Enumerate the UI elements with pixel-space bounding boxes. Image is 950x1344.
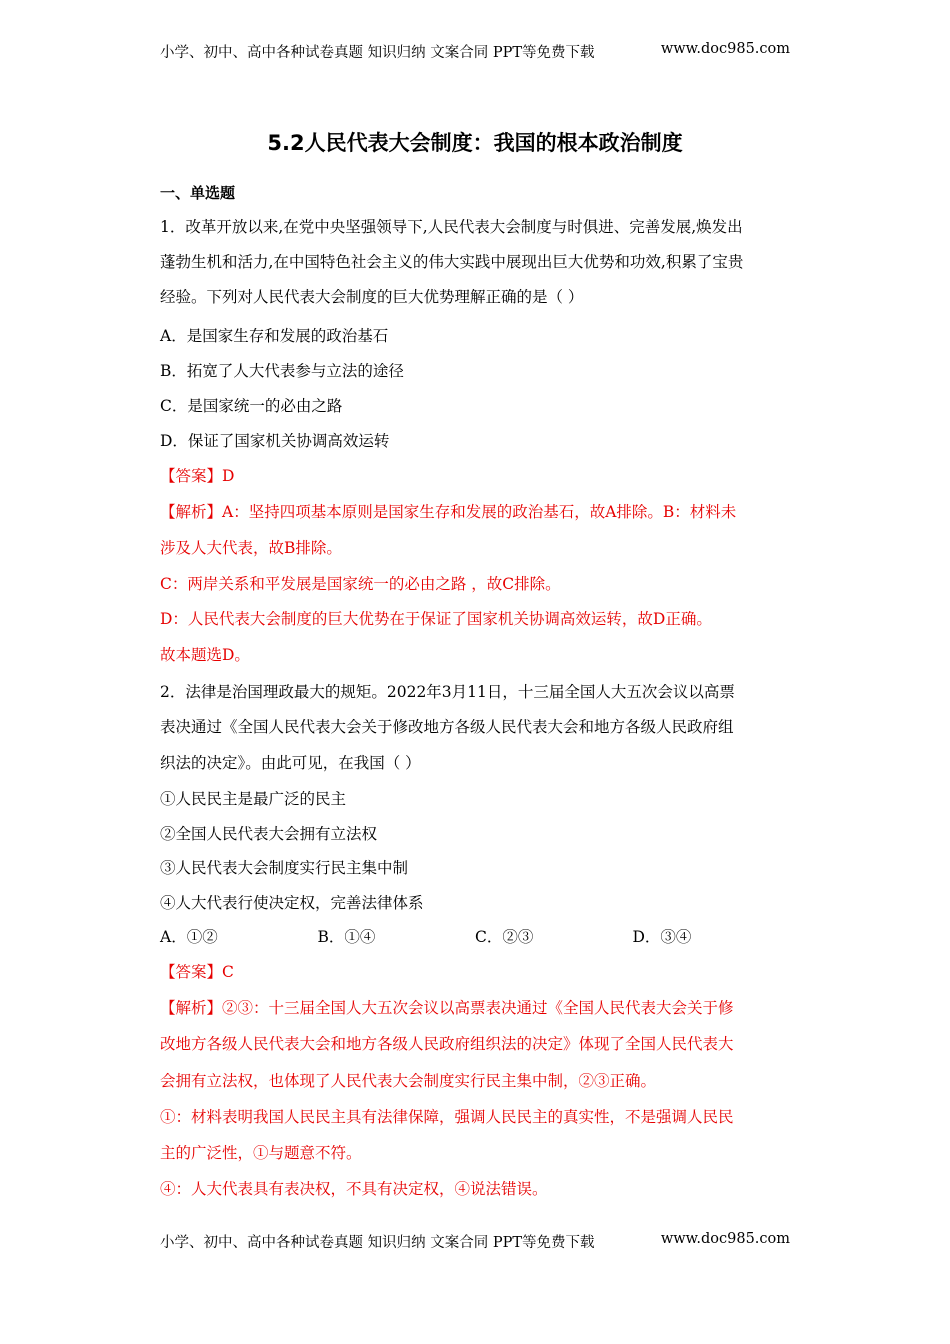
q1-analysis-line: D：人民代表大会制度的巨大优势在于保证了国家机关协调高效运转，故D正确。 — [160, 610, 712, 628]
q2-item-3: ③人民代表大会制度实行民主集中制 — [160, 859, 409, 877]
q2-analysis-line: ①：材料表明我国人民民主具有法律保障，强调人民民主的真实性，不是强调人民民 — [160, 1108, 734, 1126]
q1-analysis-line: C：两岸关系和平发展是国家统一的必由之路 ，故C排除。 — [160, 575, 561, 593]
q2-analysis-line: 改地方各级人民代表大会和地方各级人民政府组织法的决定》体现了全国人民代表大 — [160, 1035, 734, 1053]
q1-stem-line: 蓬勃生机和活力,在中国特色社会主义的伟大实践中展现出巨大优势和功效,积累了宝贵 — [160, 253, 744, 271]
q2-answer: 【答案】C — [160, 963, 234, 981]
q1-analysis-line: 故本题选D。 — [160, 646, 250, 664]
page-footer — [160, 1231, 790, 1252]
q2-analysis-line: 【解析】②③：十三届全国人大五次会议以高票表决通过《全国人民代表大会关于修 — [160, 999, 734, 1017]
q2-stem-line: 织法的决定》。由此可见，在我国（ ） — [160, 754, 421, 772]
q1-stem-line: 经验。下列对人民代表大会制度的巨大优势理解正确的是（ ） — [160, 288, 584, 306]
footer-site-url[interactable]: www.doc985.com — [660, 1231, 790, 1247]
header-site-url[interactable]: www.doc985.com — [660, 41, 790, 57]
q1-option-a: A．是国家生存和发展的政治基石 — [160, 327, 389, 345]
q2-option-a: A．①② — [160, 928, 218, 946]
q2-options-row — [160, 927, 790, 947]
q2-analysis-line: ④：人大代表具有表决权，不具有决定权，④说法错误。 — [160, 1180, 548, 1198]
page-header — [160, 41, 790, 62]
q2-item-1: ①人民民主是最广泛的民主 — [160, 790, 347, 808]
header-promo-text: 小学、初中、高中各种试卷真题 知识归纳 文案合同 PPT等免费下载 — [160, 45, 595, 61]
q2-analysis-line: 主的广泛性，①与题意不符。 — [160, 1144, 362, 1162]
q1-option-b: B．拓宽了人大代表参与立法的途径 — [160, 362, 404, 380]
q2-option-b: B．①④ — [317, 928, 376, 946]
q1-analysis-line: 【解析】A：坚持四项基本原则是国家生存和发展的政治基石，故A排除。B：材料未 — [160, 503, 737, 521]
q1-answer: 【答案】D — [160, 467, 235, 485]
q2-option-d: D．③④ — [632, 928, 692, 946]
footer-promo-text: 小学、初中、高中各种试卷真题 知识归纳 文案合同 PPT等免费下载 — [160, 1235, 595, 1251]
q1-analysis-line: 涉及人大代表，故B排除。 — [160, 539, 342, 557]
q2-analysis-line: 会拥有立法权，也体现了人民代表大会制度实行民主集中制，②③正确。 — [160, 1072, 657, 1090]
section-title: 一、单选题 — [160, 184, 236, 202]
q2-stem-line: 2．法律是治国理政最大的规矩。2022年3月11日，十三届全国人大五次会议以高票 — [160, 683, 735, 701]
q2-stem-line: 表决通过《全国人民代表大会关于修改地方各级人民代表大会和地方各级人民政府组 — [160, 718, 734, 736]
q2-item-2: ②全国人民代表大会拥有立法权 — [160, 825, 378, 843]
q1-stem-line: 1．改革开放以来,在党中央坚强领导下,人民代表大会制度与时俱进、完善发展,焕发出 — [160, 218, 743, 236]
q2-item-4: ④人大代表行使决定权，完善法律体系 — [160, 894, 424, 912]
page-title: 5.2人民代表大会制度：我国的根本政治制度 — [267, 131, 683, 155]
q2-option-c: C．②③ — [475, 928, 534, 946]
q1-option-d: D．保证了国家机关协调高效运转 — [160, 432, 390, 450]
q1-option-c: C．是国家统一的必由之路 — [160, 397, 343, 415]
